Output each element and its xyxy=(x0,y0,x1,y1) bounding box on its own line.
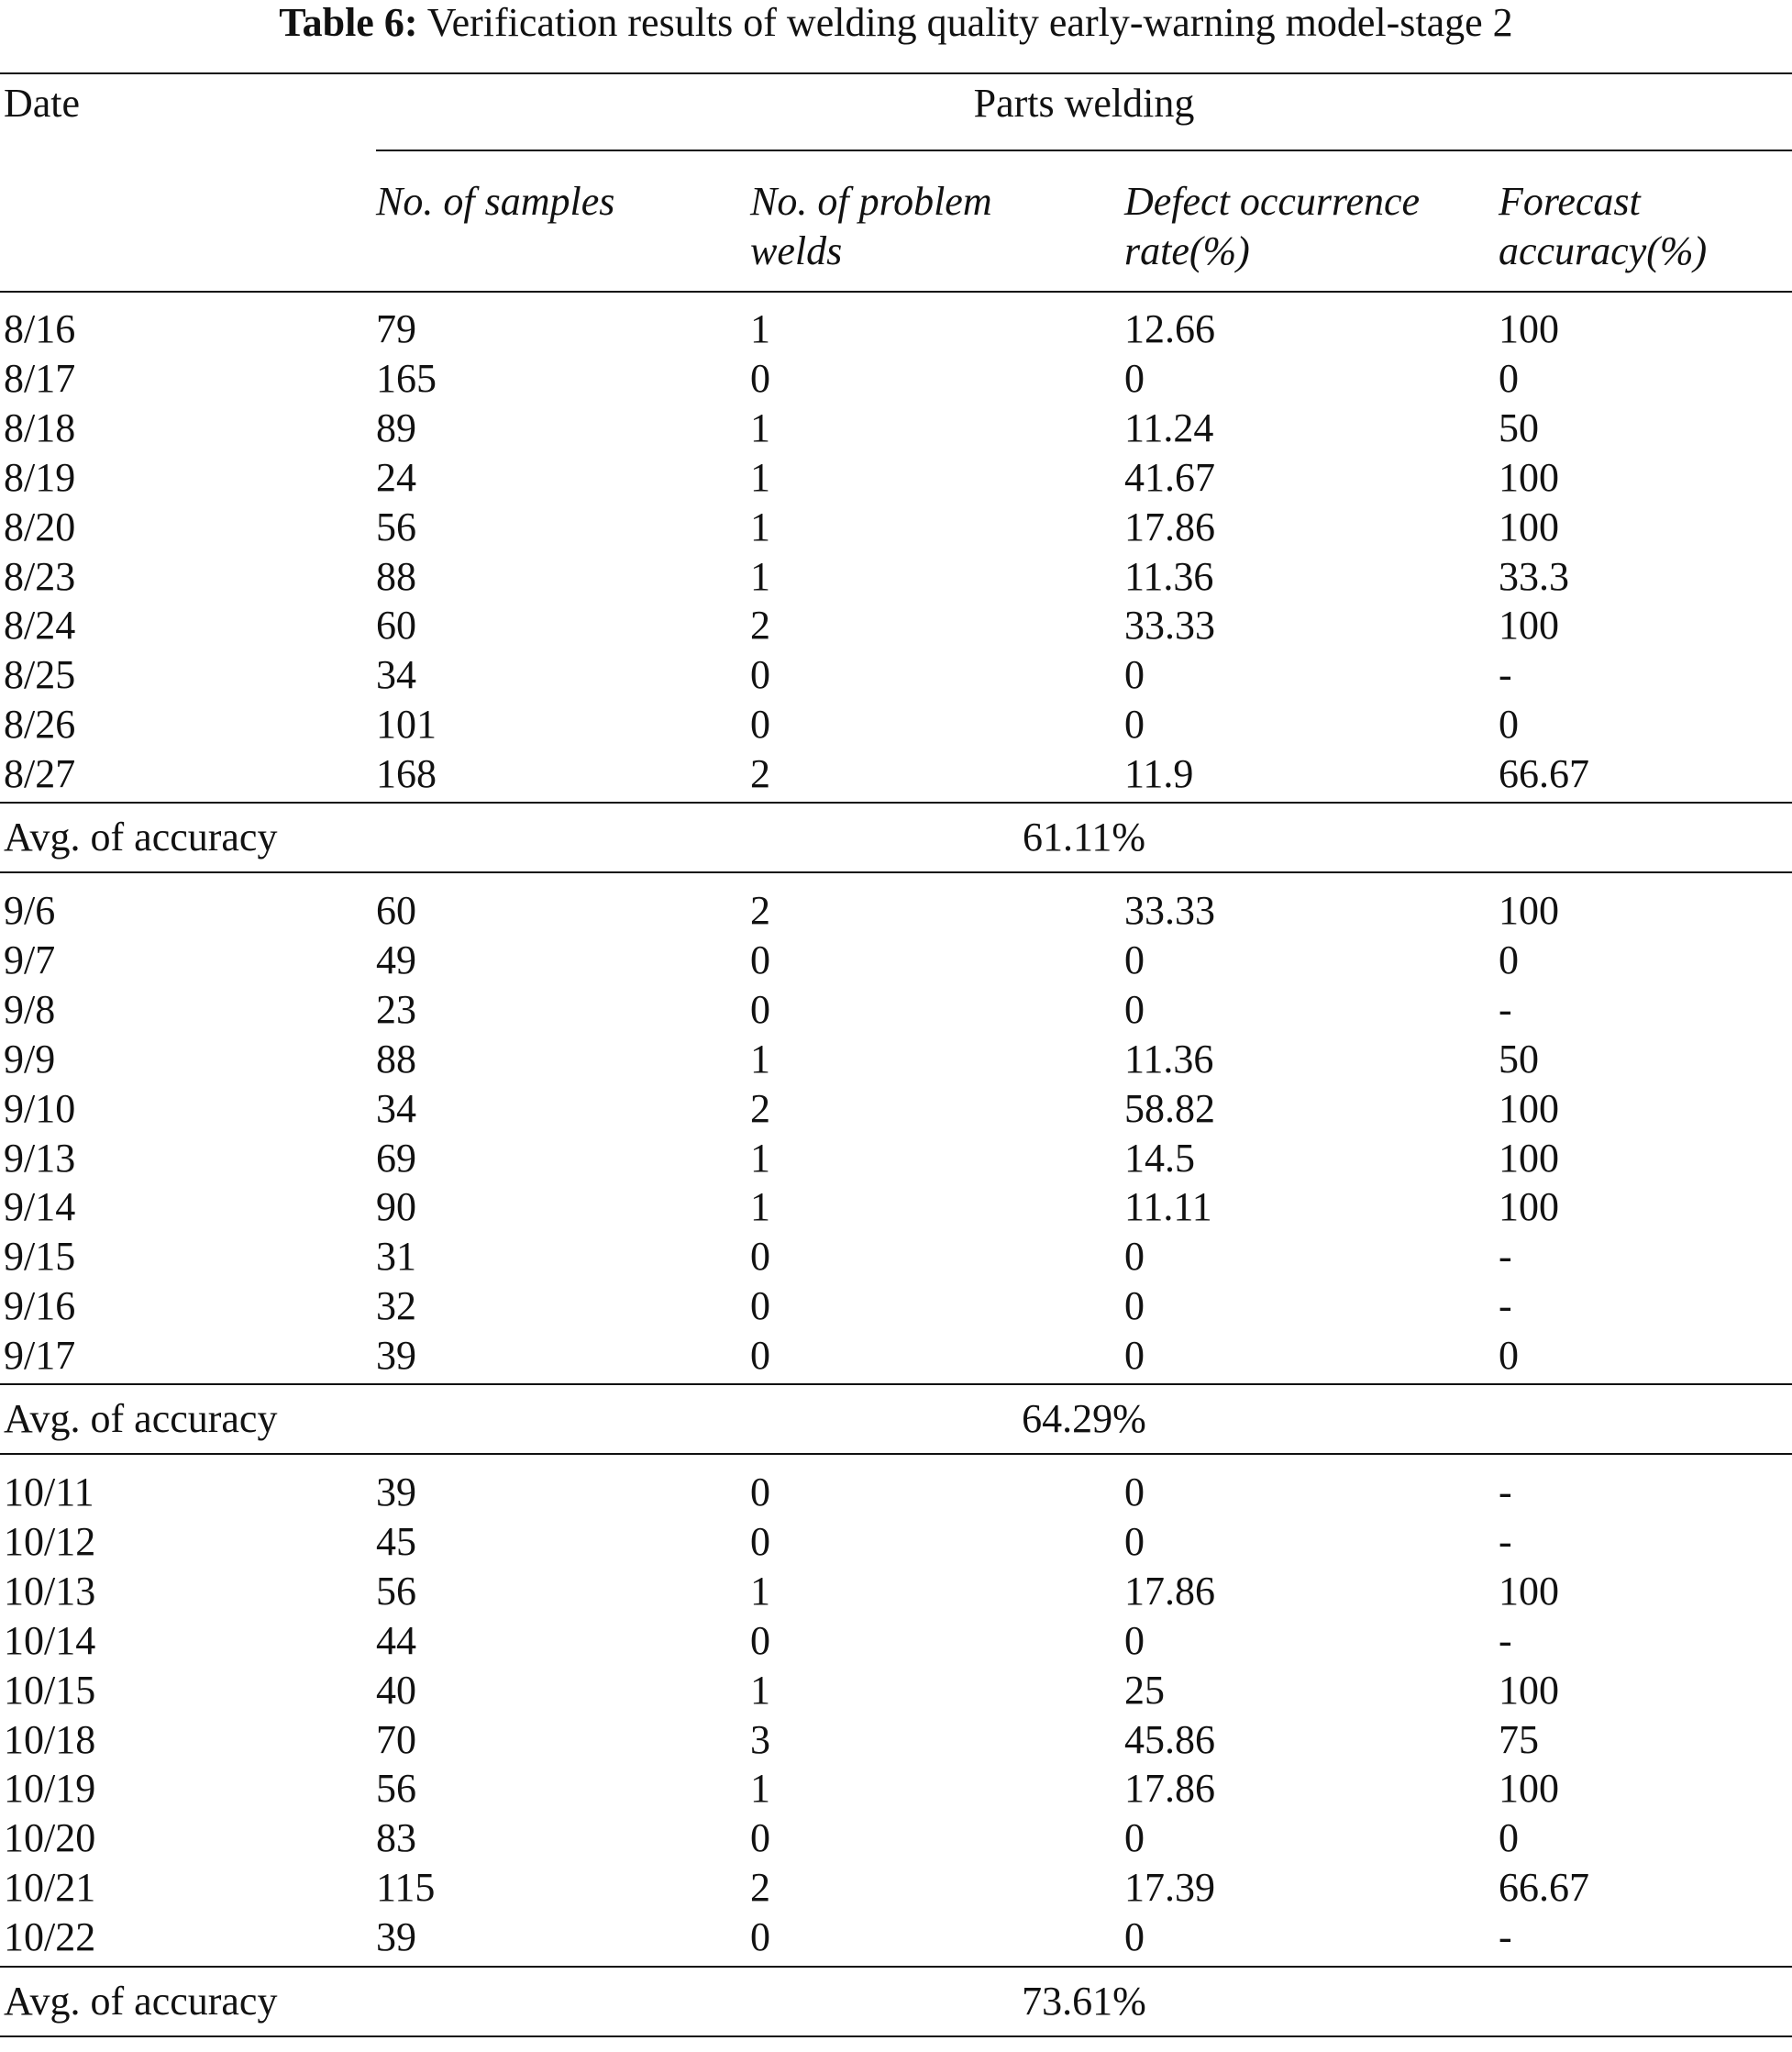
header-col-defect-rate: Defect occurrence rate(%) xyxy=(1124,179,1421,273)
table-cell-samples: 56 xyxy=(376,1766,416,1811)
table-cell-problem-welds: 0 xyxy=(750,937,770,982)
table-cell-date: 8/23 xyxy=(4,554,76,599)
table-cell-defect-rate: 0 xyxy=(1124,987,1145,1032)
table-cell-problem-welds: 1 xyxy=(750,455,770,500)
table-cell-samples: 56 xyxy=(376,1569,416,1614)
table-cell-problem-welds: 0 xyxy=(750,1618,770,1663)
table-cell-defect-rate: 25 xyxy=(1124,1668,1165,1713)
table-cell-problem-welds: 0 xyxy=(750,1333,770,1378)
table-cell-defect-rate: 33.33 xyxy=(1124,888,1215,933)
table-cell-date: 9/10 xyxy=(4,1086,76,1131)
table-cell-forecast-accuracy: 100 xyxy=(1499,455,1559,500)
table-cell-samples: 39 xyxy=(376,1333,416,1378)
table-cell-problem-welds: 1 xyxy=(750,1136,770,1181)
table-cell-defect-rate: 0 xyxy=(1124,1283,1145,1328)
table-cell-date: 9/7 xyxy=(4,937,56,982)
table-cell-date: 8/16 xyxy=(4,306,76,351)
table-cell-date: 9/14 xyxy=(4,1184,76,1229)
table-cell-defect-rate: 11.11 xyxy=(1124,1184,1212,1229)
table-cell-date: 10/21 xyxy=(4,1865,96,1910)
table-cell-samples: 23 xyxy=(376,987,416,1032)
table-cell-forecast-accuracy: 0 xyxy=(1499,702,1519,747)
avg-accuracy-label: Avg. of accuracy xyxy=(4,1396,278,1441)
table-cell-defect-rate: 33.33 xyxy=(1124,603,1215,648)
section-rule xyxy=(0,1966,1792,1968)
table-cell-defect-rate: 0 xyxy=(1124,1470,1145,1514)
table-cell-date: 10/14 xyxy=(4,1618,96,1663)
table-cell-forecast-accuracy: - xyxy=(1499,1234,1512,1279)
table-cell-forecast-accuracy: 66.67 xyxy=(1499,1865,1589,1910)
header-col-problem-welds: No. of problem welds xyxy=(750,179,992,273)
table-cell-date: 8/27 xyxy=(4,751,76,796)
table-cell-forecast-accuracy: 66.67 xyxy=(1499,751,1589,796)
table-cell-problem-welds: 2 xyxy=(750,888,770,933)
table-cell-forecast-accuracy: 100 xyxy=(1499,603,1559,648)
table-cell-forecast-accuracy: 0 xyxy=(1499,356,1519,401)
table-cell-problem-welds: 2 xyxy=(750,1865,770,1910)
section-rule xyxy=(0,1453,1792,1455)
table-cell-date: 10/19 xyxy=(4,1766,96,1811)
avg-accuracy-label: Avg. of accuracy xyxy=(4,1979,278,2024)
table-cell-samples: 34 xyxy=(376,652,416,697)
table-cell-date: 9/13 xyxy=(4,1136,76,1181)
table-cell-problem-welds: 0 xyxy=(750,1283,770,1328)
header-date: Date xyxy=(4,81,81,126)
header-group: Parts welding xyxy=(973,81,1195,126)
table-cell-forecast-accuracy: - xyxy=(1499,987,1512,1032)
table-cell-samples: 60 xyxy=(376,603,416,648)
table-cell-problem-welds: 0 xyxy=(750,702,770,747)
table-cell-defect-rate: 0 xyxy=(1124,1618,1145,1663)
table-cell-samples: 39 xyxy=(376,1914,416,1959)
table-cell-date: 8/20 xyxy=(4,505,76,549)
table-cell-defect-rate: 17.39 xyxy=(1124,1865,1215,1910)
table-cell-problem-welds: 1 xyxy=(750,1766,770,1811)
table-cell-date: 9/6 xyxy=(4,888,56,933)
table-cell-forecast-accuracy: 50 xyxy=(1499,405,1539,450)
table-cell-samples: 79 xyxy=(376,306,416,351)
header-group-rule xyxy=(376,150,1792,151)
table-cell-date: 10/18 xyxy=(4,1717,96,1762)
table-cell-forecast-accuracy: - xyxy=(1499,1519,1512,1564)
table-cell-date: 8/18 xyxy=(4,405,76,450)
table-cell-problem-welds: 0 xyxy=(750,1815,770,1860)
table-cell-problem-welds: 0 xyxy=(750,1470,770,1514)
table-cell-forecast-accuracy: 100 xyxy=(1499,1136,1559,1181)
table-cell-date: 10/20 xyxy=(4,1815,96,1860)
table-cell-problem-welds: 1 xyxy=(750,554,770,599)
table-cell-date: 10/11 xyxy=(4,1470,94,1514)
table-cell-samples: 24 xyxy=(376,455,416,500)
table-cell-samples: 89 xyxy=(376,405,416,450)
table-cell-samples: 40 xyxy=(376,1668,416,1713)
table-cell-problem-welds: 0 xyxy=(750,356,770,401)
table-cell-problem-welds: 2 xyxy=(750,603,770,648)
table-cell-date: 8/25 xyxy=(4,652,76,697)
table-cell-samples: 32 xyxy=(376,1283,416,1328)
table-cell-defect-rate: 11.24 xyxy=(1124,405,1214,450)
table-cell-defect-rate: 0 xyxy=(1124,1914,1145,1959)
table-cell-date: 8/26 xyxy=(4,702,76,747)
table-cell-defect-rate: 0 xyxy=(1124,652,1145,697)
table-cell-defect-rate: 17.86 xyxy=(1124,1766,1215,1811)
avg-accuracy-label: Avg. of accuracy xyxy=(4,815,278,860)
table-cell-problem-welds: 2 xyxy=(750,1086,770,1131)
table-cell-defect-rate: 45.86 xyxy=(1124,1717,1215,1762)
table-cell-forecast-accuracy: 100 xyxy=(1499,1766,1559,1811)
table-cell-forecast-accuracy: - xyxy=(1499,1283,1512,1328)
table-cell-forecast-accuracy: 0 xyxy=(1499,1815,1519,1860)
table-cell-problem-welds: 0 xyxy=(750,652,770,697)
section-rule xyxy=(0,871,1792,873)
table-cell-samples: 101 xyxy=(376,702,437,747)
table-cell-samples: 39 xyxy=(376,1470,416,1514)
table-cell-defect-rate: 14.5 xyxy=(1124,1136,1195,1181)
table-cell-date: 10/12 xyxy=(4,1519,96,1564)
table-caption xyxy=(0,0,1792,46)
table-cell-defect-rate: 17.86 xyxy=(1124,505,1215,549)
table-cell-problem-welds: 0 xyxy=(750,1234,770,1279)
table-cell-samples: 56 xyxy=(376,505,416,549)
table-cell-forecast-accuracy: 100 xyxy=(1499,306,1559,351)
table-cell-forecast-accuracy: 0 xyxy=(1499,1333,1519,1378)
table-cell-samples: 49 xyxy=(376,937,416,982)
table-cell-forecast-accuracy: 100 xyxy=(1499,888,1559,933)
table-cell-defect-rate: 11.9 xyxy=(1124,751,1194,796)
table-cell-date: 10/13 xyxy=(4,1569,96,1614)
table-cell-problem-welds: 0 xyxy=(750,1914,770,1959)
table-cell-problem-welds: 1 xyxy=(750,1184,770,1229)
table-cell-forecast-accuracy: 100 xyxy=(1499,1086,1559,1131)
table-cell-defect-rate: 0 xyxy=(1124,702,1145,747)
table-cell-samples: 44 xyxy=(376,1618,416,1663)
avg-accuracy-value: 64.29% xyxy=(1022,1396,1146,1441)
table-cell-samples: 88 xyxy=(376,554,416,599)
section-rule xyxy=(0,802,1792,804)
table-cell-date: 10/15 xyxy=(4,1668,96,1713)
table-cell-defect-rate: 0 xyxy=(1124,937,1145,982)
table-cell-defect-rate: 11.36 xyxy=(1124,1037,1214,1081)
table-cell-forecast-accuracy: 50 xyxy=(1499,1037,1539,1081)
table-cell-samples: 88 xyxy=(376,1037,416,1081)
table-cell-problem-welds: 0 xyxy=(750,1519,770,1564)
table-cell-forecast-accuracy: - xyxy=(1499,1470,1512,1514)
table-cell-samples: 168 xyxy=(376,751,437,796)
header-col-forecast-accuracy: Forecast accuracy(%) xyxy=(1499,179,1708,273)
table-caption-label: Table 6: xyxy=(279,0,418,45)
table-cell-samples: 70 xyxy=(376,1717,416,1762)
table-cell-date: 9/17 xyxy=(4,1333,76,1378)
table-cell-samples: 165 xyxy=(376,356,437,401)
table-cell-samples: 90 xyxy=(376,1184,416,1229)
table-cell-date: 9/9 xyxy=(4,1037,56,1081)
table-cell-samples: 69 xyxy=(376,1136,416,1181)
table-caption-text: Verification results of welding quality early-warning model-stage 2 xyxy=(426,0,1513,45)
header-bottom-rule xyxy=(0,291,1792,293)
table-cell-problem-welds: 1 xyxy=(750,1037,770,1081)
table-cell-samples: 83 xyxy=(376,1815,416,1860)
table-cell-defect-rate: 0 xyxy=(1124,1519,1145,1564)
table-cell-date: 8/17 xyxy=(4,356,76,401)
table-cell-problem-welds: 1 xyxy=(750,505,770,549)
table-cell-forecast-accuracy: 100 xyxy=(1499,1569,1559,1614)
section-rule xyxy=(0,1383,1792,1385)
table-cell-problem-welds: 1 xyxy=(750,1569,770,1614)
table-cell-date: 8/19 xyxy=(4,455,76,500)
table-cell-defect-rate: 0 xyxy=(1124,1234,1145,1279)
table-cell-defect-rate: 58.82 xyxy=(1124,1086,1215,1131)
table-cell-forecast-accuracy: - xyxy=(1499,652,1512,697)
table-cell-problem-welds: 3 xyxy=(750,1717,770,1762)
table-cell-date: 9/16 xyxy=(4,1283,76,1328)
table-cell-defect-rate: 41.67 xyxy=(1124,455,1215,500)
table-cell-date: 8/24 xyxy=(4,603,76,648)
table-cell-defect-rate: 17.86 xyxy=(1124,1569,1215,1614)
avg-accuracy-value: 73.61% xyxy=(1022,1979,1146,2024)
table-cell-problem-welds: 1 xyxy=(750,1668,770,1713)
table-top-rule xyxy=(0,72,1792,74)
table-cell-forecast-accuracy: 100 xyxy=(1499,1668,1559,1713)
table-cell-forecast-accuracy: - xyxy=(1499,1618,1512,1663)
table-cell-forecast-accuracy: 75 xyxy=(1499,1717,1539,1762)
table-cell-samples: 34 xyxy=(376,1086,416,1131)
table-cell-defect-rate: 0 xyxy=(1124,1333,1145,1378)
table-cell-samples: 45 xyxy=(376,1519,416,1564)
table-cell-date: 10/22 xyxy=(4,1914,96,1959)
table-cell-samples: 60 xyxy=(376,888,416,933)
table-cell-date: 9/15 xyxy=(4,1234,76,1279)
table-cell-samples: 115 xyxy=(376,1865,436,1910)
table-cell-defect-rate: 0 xyxy=(1124,356,1145,401)
avg-accuracy-value: 61.11% xyxy=(1022,815,1146,860)
table-cell-forecast-accuracy: 100 xyxy=(1499,505,1559,549)
table-cell-samples: 31 xyxy=(376,1234,416,1279)
section-rule xyxy=(0,2035,1792,2037)
table-cell-problem-welds: 1 xyxy=(750,306,770,351)
table-cell-forecast-accuracy: 0 xyxy=(1499,937,1519,982)
table-cell-defect-rate: 11.36 xyxy=(1124,554,1214,599)
table-cell-problem-welds: 0 xyxy=(750,987,770,1032)
table-cell-forecast-accuracy: 100 xyxy=(1499,1184,1559,1229)
table-cell-forecast-accuracy: 33.3 xyxy=(1499,554,1569,599)
table-cell-problem-welds: 1 xyxy=(750,405,770,450)
table-cell-date: 9/8 xyxy=(4,987,56,1032)
table-cell-problem-welds: 2 xyxy=(750,751,770,796)
table-cell-forecast-accuracy: - xyxy=(1499,1914,1512,1959)
table-cell-defect-rate: 12.66 xyxy=(1124,306,1215,351)
header-col-samples: No. of samples xyxy=(376,179,615,224)
table-cell-defect-rate: 0 xyxy=(1124,1815,1145,1860)
